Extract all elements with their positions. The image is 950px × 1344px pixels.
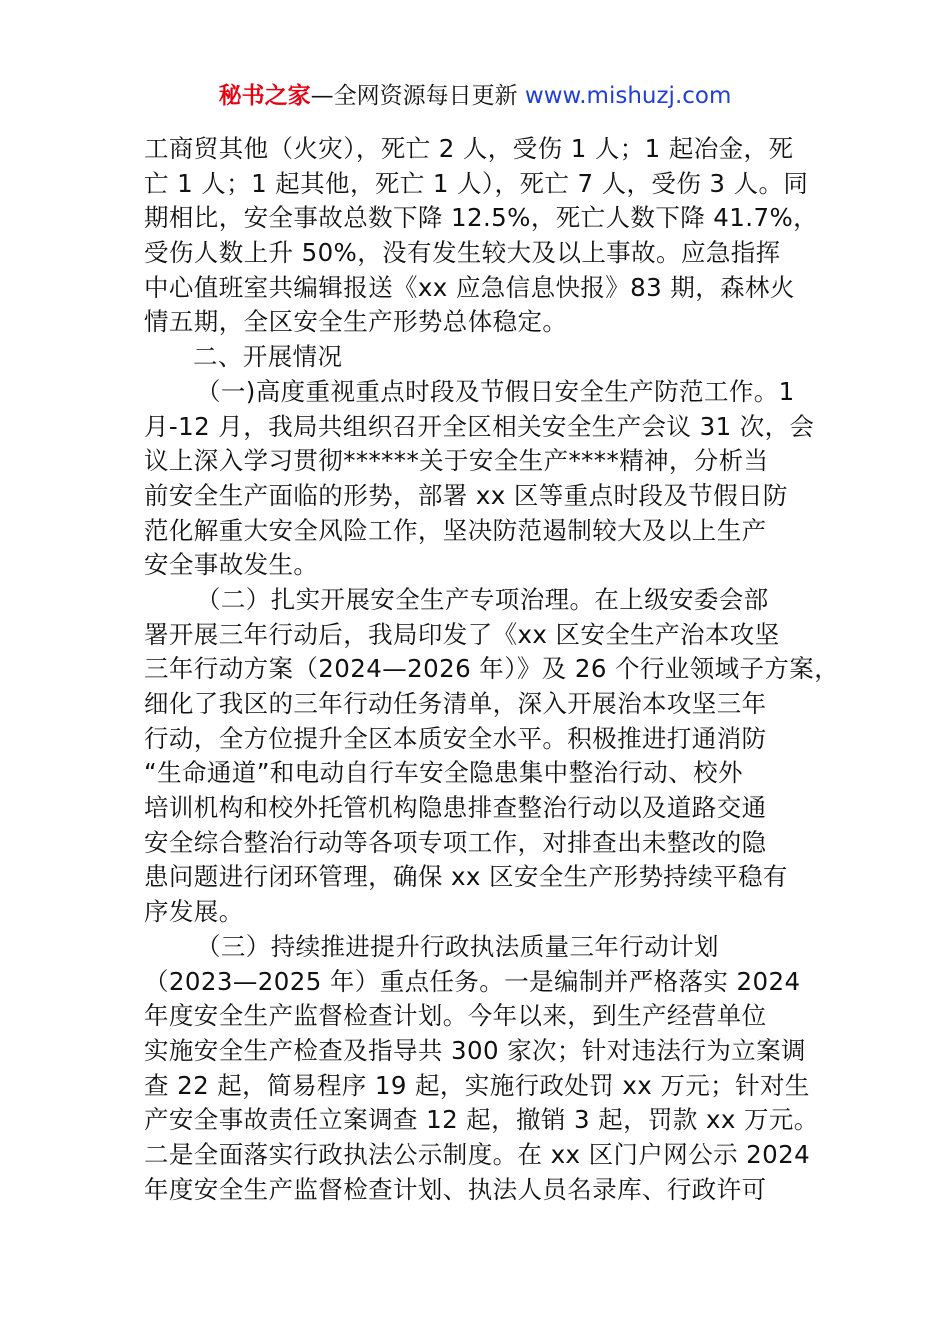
body-line: 实施安全生产检查及指导共 300 家次；针对违法行为立案调 xyxy=(144,1035,806,1065)
body-line: 议上深入学习贯彻******关于安全生产****精神，分析当 xyxy=(144,446,769,476)
body-line: 亡 1 人；1 起其他，死亡 1 人），死亡 7 人，受伤 3 人。同 xyxy=(144,168,809,198)
body-line: 年度安全生产监督检查计划、执法人员名录库、行政许可 xyxy=(144,1174,767,1204)
site-brand: 秘书之家 xyxy=(218,83,311,109)
body-line: 工商贸其他（火灾），死亡 2 人，受伤 1 人；1 起冶金，死 xyxy=(144,134,794,163)
body-line: 受伤人数上升 50%，没有发生较大及以上事故。应急指挥 xyxy=(144,238,781,268)
body-line: 二是全面落实行政执法公示制度。在 xx 区门户网公示 2024 xyxy=(144,1139,811,1169)
section-heading: 二、开展情况 xyxy=(193,342,343,372)
document-body xyxy=(144,132,840,1207)
body-line: 情五期，全区安全生产形势总体稳定。 xyxy=(144,307,568,337)
body-line: 前安全生产面临的形势，部署 xx 区等重点时段及节假日防 xyxy=(144,480,788,510)
body-line: 产安全事故责任立案调查 12 起，撤销 3 起，罚款 xx 万元。 xyxy=(144,1105,819,1135)
body-line: 署开展三年行动后，我局印发了《xx 区安全生产治本攻坚 xyxy=(144,619,780,649)
body-line: 范化解重大安全风险工作，坚决防范遏制较大及以上生产 xyxy=(144,515,767,545)
body-line: 患问题进行闭环管理，确保 xx 区安全生产形势持续平稳有 xyxy=(144,862,788,892)
body-line: 培训机构和校外托管机构隐患排查整治行动以及道路交通 xyxy=(144,793,767,823)
paragraph-start: （二）扎实开展安全生产专项治理。在上级安委会部 xyxy=(196,584,769,614)
body-line: 三年行动方案（2024—2026 年）》及 26 个行业领域子方案， xyxy=(144,654,840,684)
body-line: 月-12 月，我局共组织召开全区相关安全生产会议 31 次，会 xyxy=(144,411,815,441)
body-line: 查 22 起，简易程序 19 起，实施行政处罚 xx 万元；针对生 xyxy=(144,1070,810,1100)
site-header xyxy=(0,80,950,112)
body-line: 安全事故发生。 xyxy=(144,550,319,580)
body-line: 行动，全方位提升全区本质安全水平。积极推进打通消防 xyxy=(144,723,767,753)
body-line: 年度安全生产监督检查计划。今年以来，到生产经营单位 xyxy=(144,1001,767,1031)
body-line: 中心值班室共编辑报送《xx 应急信息快报》83 期，森林火 xyxy=(144,272,795,302)
body-line: （2023—2025 年）重点任务。一是编制并严格落实 2024 xyxy=(144,966,801,996)
paragraph-start: （一)高度重视重点时段及节假日安全生产防范工作。1 xyxy=(196,376,795,406)
body-line: 安全综合整治行动等各项专项工作，对排查出未整改的隐 xyxy=(144,827,767,857)
body-line: 序发展。 xyxy=(144,897,244,927)
site-url-link[interactable]: www.mishuzj.com xyxy=(524,83,732,109)
site-tagline: —全网资源每日更新 xyxy=(310,83,525,109)
body-line: “生命通道”和电动自行车安全隐患集中整治行动、校外 xyxy=(144,758,743,788)
paragraph-start: （三）持续推进提升行政执法质量三年行动计划 xyxy=(196,931,719,961)
body-line: 细化了我区的三年行动任务清单，深入开展治本攻坚三年 xyxy=(144,689,767,718)
body-line: 期相比，安全事故总数下降 12.5%，死亡人数下降 41.7%， xyxy=(144,203,819,233)
